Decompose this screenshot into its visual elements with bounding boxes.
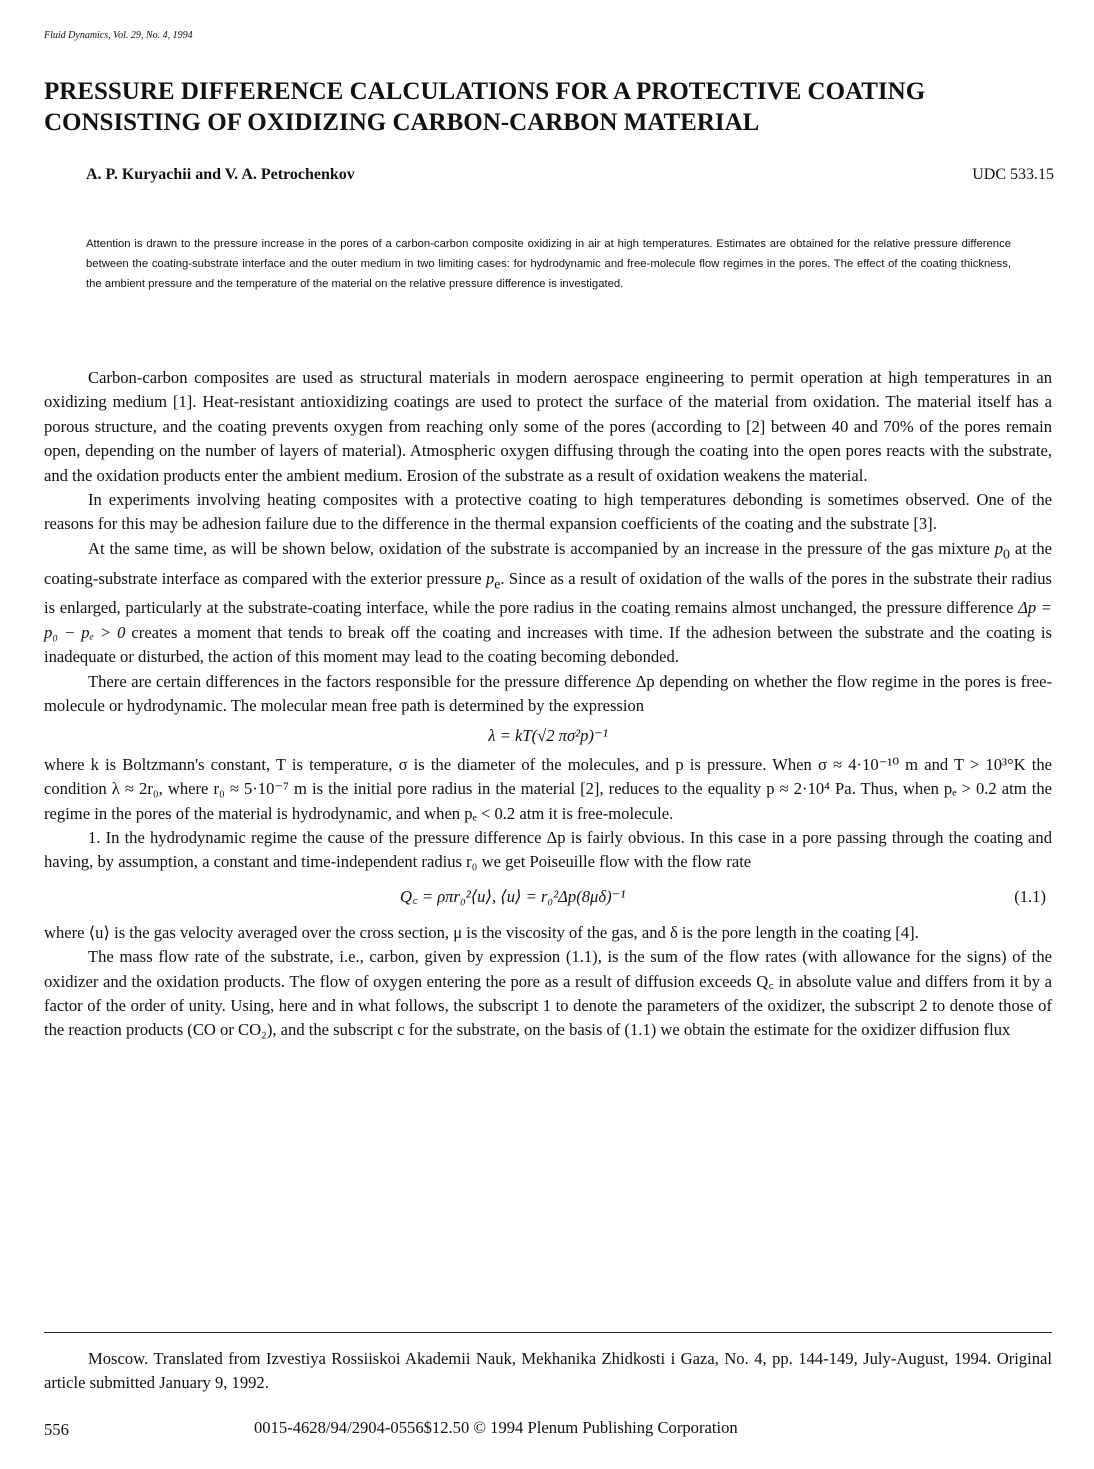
equation-1-1-body: Q꜀ = ρπr₀²⟨u⟩, ⟨u⟩ = r₀²Δp(8μδ)⁻¹ — [400, 886, 626, 906]
abstract: Attention is drawn to the pressure increase in the pores of a carbon-carbon composite oxidizing in air at high temperatures. Estimates are obtained for the relative pressure difference between the coating-substrate interface and the outer medium in two limiting cases: for hydrodynamic and free-molecule flow regimes in the pores. The effect of the coating thickness, the ambient pressure and the temperature of the material on the relative pressure difference is investigated. — [86, 238, 1011, 291]
equation-mean-free-path: λ = kT(√2 πσ²p)⁻¹ — [488, 726, 608, 746]
paragraph: where ⟨u⟩ is the gas velocity averaged over the cross section, μ is the viscosity of the gas, and δ is the pore length in the coating [4]. — [44, 922, 919, 942]
footnote-divider — [44, 1332, 1052, 1333]
paragraph: At the same time, as will be shown below, oxidation of the substrate is accompanied by an increase in the pressure of the gas mixture $p_0$ at the coating-substrate interface as compared with the exterior pressure $p_e$. Since as a result of oxidation of the walls of the pores in the substrate their radius is enlarged, particularly at the substrate-coating interface, while the pore radius in the coating remains almost unchanged, the pressure difference Δp = p₀ − pₑ > 0 creates a moment that tends to break off the coating and increases with time. If the adhesion between the substrate and the coating is inadequate or disturbed, the action of this moment may lead to the coating becoming debonded. — [44, 538, 1052, 667]
pressure-difference-expr: Δp = p₀ − pₑ > 0 — [44, 598, 1052, 642]
paragraph: The mass flow rate of the substrate, i.e., carbon, given by expression (1.1), is the sum of the flow rates (with allowance for the signs) of the oxidizer and the oxidation products. The flow of oxygen entering the pore as a result of diffusion exceeds Q꜀ in absolute value and differs from it by a factor of the order of unity. Using, here and in what follows, the subscript 1 to denote the parameters of the oxidizer, the subscript 2 to denote those of the reaction products (CO or CO₂), and the subscript c for the substrate, on the basis of (1.1) we obtain the estimate for the oxidizer diffusion flux — [44, 947, 1052, 1040]
equation-number: (1.1) — [1014, 886, 1046, 906]
udc-code: UDC 533.15 — [972, 166, 1054, 183]
paragraph: There are certain differences in the factors responsible for the pressure difference Δp depending on whether the flow regime in the pores is free-molecule or hydrodynamic. The molecular mean free path is determined by the expression — [44, 671, 1052, 715]
copyright-line: 0015-4628/94/2904-0556$12.50 © 1994 Plenum Publishing Corporation — [254, 1418, 738, 1437]
title-line-2: CONSISTING OF OXIDIZING CARBON-CARBON MATERIAL — [44, 109, 760, 136]
paragraph: In experiments involving heating composites with a protective coating to high temperatures debonding is sometimes observed. One of the reasons for this may be adhesion failure due to the difference in the thermal expansion coefficients of the coating and the substrate [3]. — [44, 490, 1052, 534]
paragraph: 1. In the hydrodynamic regime the cause of the pressure difference Δp is fairly obvious. In this case in a pore passing through the coating and having, by assumption, a constant and time-independent radius r₀ we get Poiseuille flow with the flow rate — [44, 827, 1052, 872]
paper-title — [44, 76, 1054, 138]
paragraph: Carbon-carbon composites are used as structural materials in modern aerospace engineering to permit operation at high temperatures in an oxidizing medium [1]. Heat-resistant antioxidizing coatings are used to protect the surface of the material from oxidation. The material itself has a porous structure, and the coating prevents oxygen from reaching only some of the pores (according to [2] between 40 and 70% of the pores remain open, depending on the number of layers of material). Atmospheric oxygen diffusing through the coating into the open pores reacts with the substrate, and the oxidation products enter the ambient medium. Erosion of the substrate as a result of oxidation weakens the material. — [44, 368, 1052, 485]
paragraph: where k is Boltzmann's constant, T is temperature, σ is the diameter of the molecules, and p is pressure. When σ ≈ 4·10⁻¹⁰ m and T > 10³°K the condition λ ≈ 2r₀, where r₀ ≈ 5·10⁻⁷ m is the initial pore radius in the material [2], reduces to the equality p ≈ 2·10⁴ Pa. Thus, when pₑ > 0.2 atm the regime in the pores of the material is hydrodynamic, and when pₑ < 0.2 atm it is free-molecule. — [44, 754, 1052, 823]
symbol-p: p — [994, 538, 1004, 558]
journal-citation: Fluid Dynamics, Vol. 29, No. 4, 1994 — [44, 30, 193, 41]
symbol-p: p — [485, 568, 495, 588]
authors: A. P. Kuryachii and V. A. Petrochenkov — [86, 166, 355, 183]
page-number: 556 — [44, 1420, 69, 1439]
article-body — [44, 366, 1052, 1043]
title-line-1: PRESSURE DIFFERENCE CALCULATIONS FOR A PROTECTIVE COATING — [44, 78, 926, 105]
footnote: Moscow. Translated from Izvestiya Rossiiskoi Akademii Nauk, Mekhanika Zhidkosti i Gaza, No. 4, pp. 144-149, July-August, 1994. Original article submitted January 9, 1992. — [44, 1349, 1052, 1393]
equation-1-1 — [44, 875, 1052, 921]
